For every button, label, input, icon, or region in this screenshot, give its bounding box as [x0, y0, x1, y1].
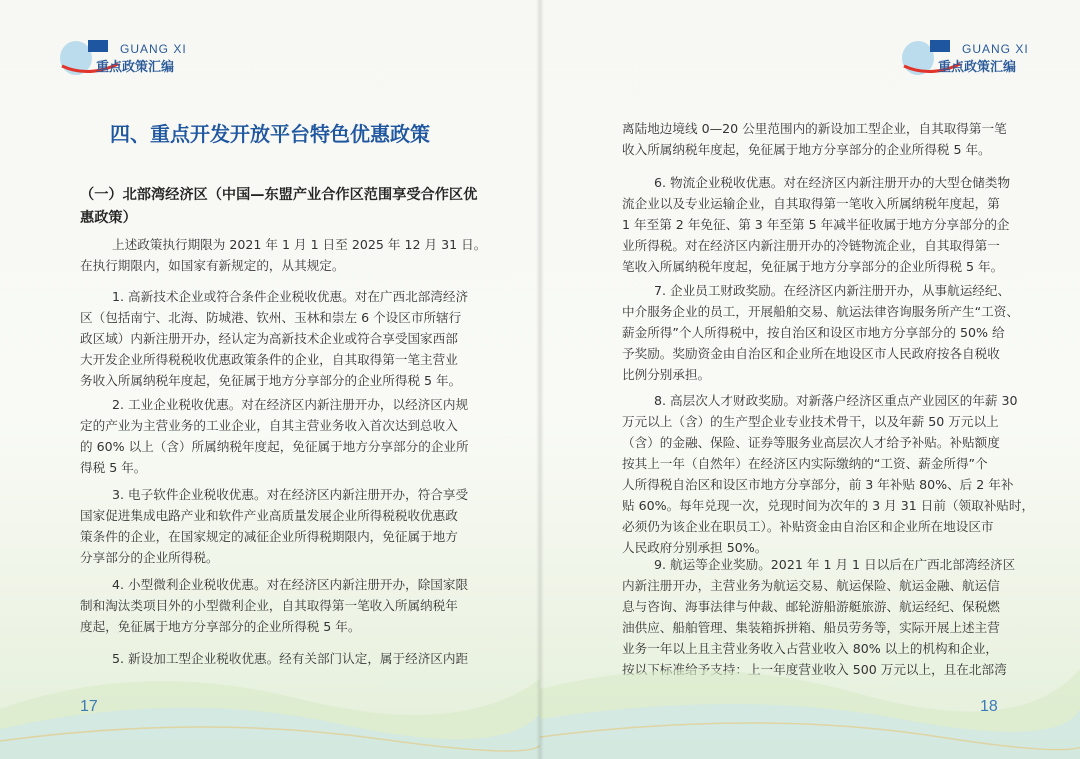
policy-item-5-continued: 离陆地边境线 0—20 公里范围内的新设加工型企业，自其取得第一笔 收入所属纳税年度起，免征属于地方分享部分的企业所得税 5 年。 [622, 121, 1007, 157]
policy-item-5: 5. 新设加工型企业税收优惠。经有关部门认定，属于经济区内距 [80, 651, 469, 666]
intro-paragraph: 上述政策执行期限为 2021 年 1 月 1 日至 2025 年 12 月 31 日。 在执行期限内，如国家有新规定的，从其规定。 [80, 237, 487, 273]
logo-subtitle: 重点政策汇编 [938, 60, 1017, 75]
policy-item-7: 7. 企业员工财政奖励。在经济区内新注册开办，从事航运经纪、 中介服务企业的员工，开展船舶交易、航运法律咨询服务所产生“工资、 薪金所得”个人所得税中，按自治区和设区市地方分享部分的 50% 给 予奖励。奖励资金由自治区和企业所在地设区市人民政府按各自税收 比例分别承担。 [622, 283, 1019, 382]
policy-item-9: 9. 航运等企业奖励。2021 年 1 月 1 日以后在广西北部湾经济区 内新注册开办，主营业务为航运交易、航运保险、航运金融、航运信 息与咨询、海事法律与仲裁、邮轮游船游艇旅游、航运经纪、保税燃 油供应、船舶管理、集装箱拆拼箱、船员劳务等，实际开展上述主营 业务一年以上且主营业务收入占营业收入 80% 以上的机构和企业， 按以下标准给予支持：上一年度营业收入 500 万元以上，且在北部湾 [622, 557, 1016, 677]
section-heading: （一）北部湾经济区（中国—东盟产业合作区范围享受合作区优惠政策） [80, 187, 478, 226]
page-number-right: 18 [980, 698, 998, 715]
policy-item-3: 3. 电子软件企业税收优惠。对在经济区内新注册开办，符合享受 国家促进集成电路产业和软件产业高质量发展企业所得税税收优惠政 策条件的企业，在国家规定的减征企业所得税期限内，免征属于地方 分享部分的企业所得税。 [80, 487, 469, 565]
decorative-waves [540, 619, 1080, 759]
page-number-left: 17 [80, 698, 98, 715]
logo-en-text: GUANG XI [962, 42, 1029, 56]
decorative-waves [0, 619, 540, 759]
policy-item-1: 1. 高新技术企业或符合条件企业税收优惠。对在广西北部湾经济 区（包括南宁、北海、防城港、钦州、玉林和崇左 6 个设区市所辖行 政区域）内新注册开办，经认定为高新技术企业或符合享受国家西部 大开发企业所得税税收优惠政策条件的企业，自其取得第一笔主营业 务收入所属纳税年度起，免征属于地方分享部分的企业所得税 5 年。 [80, 289, 469, 388]
page-right [540, 0, 1080, 759]
guangxi-logo [58, 34, 208, 78]
logo-subtitle: 重点政策汇编 [96, 60, 175, 75]
policy-item-8: 8. 高层次人才财政奖励。对新落户经济区重点产业园区的年薪 30 万元以上（含）的生产型企业专业技术骨干，以及年薪 50 万元以上 （含）的金融、保险、证券等服务业高层次人才给予补贴。补贴额度 按其上一年（自然年）在经济区内实际缴纳的“工资、薪金所得”个 人所得税自治区和设区市地方分享部分，前 3 年补贴 80%、后 2 年补 贴 60%。每年兑现一次，兑现时间为次年的 3 月 31 日前（领取补贴时， 必须仍为该企业在职员工）。补贴资金由自治区和企业所在地设区市 人民政府分别承担 50%。 [622, 393, 1035, 555]
logo-en-text: GUANG XI [120, 42, 187, 56]
policy-item-4: 4. 小型微利企业税收优惠。对在经济区内新注册开办，除国家限 制和淘汰类项目外的小型微利企业，自其取得第一笔收入所属纳税年 度起，免征属于地方分享部分的企业所得税 5 年。 [80, 577, 469, 634]
guangxi-logo [900, 34, 1050, 78]
policy-item-6: 6. 物流企业税收优惠。对在经济区内新注册开办的大型仓储类物 流企业以及专业运输企业，自其取得第一笔收入所属纳税年度起，第 1 年至第 2 年免征、第 3 年至第 5 年减半征收属于地方分享部分的企 业所得税。对在经济区内新注册开办的冷链物流企业，自其取得第一 笔收入所属纳税年度起，免征属于地方分享部分的企业所得税 5 年。 [622, 175, 1011, 274]
book-gutter [536, 0, 544, 759]
policy-item-2: 2. 工业企业税收优惠。对在经济区内新注册开办，以经济区内规 定的产业为主营业务的工业企业，自其主营业务收入首次达到总收入 的 60% 以上（含）所属纳税年度起，免征属于地方分享部分的企业所 得税 5 年。 [80, 397, 469, 475]
chapter-title: 四、重点开发开放平台特色优惠政策 [110, 122, 430, 146]
